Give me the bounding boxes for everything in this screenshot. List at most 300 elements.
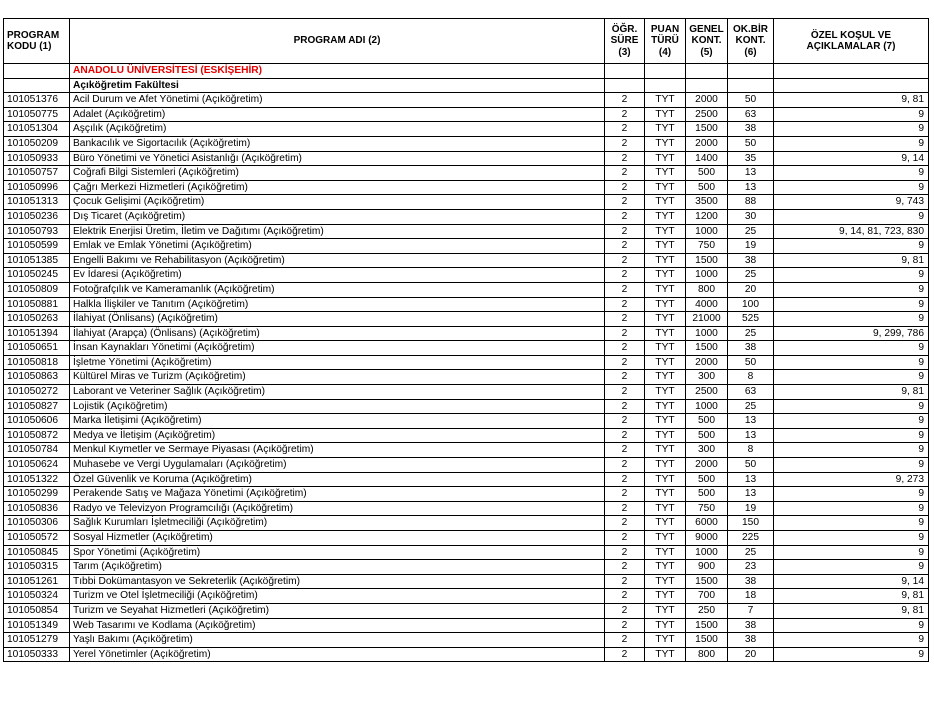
program-code: 101050333: [4, 647, 70, 662]
header-score-type: [645, 19, 686, 64]
university-cell: [686, 64, 728, 79]
program-code: 101050793: [4, 224, 70, 239]
score-type-cell: TYT: [645, 136, 686, 151]
duration-cell: 2: [605, 341, 645, 356]
program-code: 101050933: [4, 151, 70, 166]
duration-cell: 2: [605, 560, 645, 575]
faculty-name: Açıköğretim Fakültesi: [70, 78, 605, 93]
ob-quota-cell: 225: [728, 531, 774, 546]
program-name: Aşçılık (Açıköğretim): [70, 122, 605, 137]
duration-cell: 2: [605, 151, 645, 166]
program-code: 101050245: [4, 268, 70, 283]
ob-quota-cell: 13: [728, 428, 774, 443]
program-code: 101050272: [4, 385, 70, 400]
duration-cell: 2: [605, 531, 645, 546]
program-name: Yaşlı Bakımı (Açıköğretim): [70, 633, 605, 648]
score-type-cell: TYT: [645, 180, 686, 195]
program-name: İnsan Kaynakları Yönetimi (Açıköğretim): [70, 341, 605, 356]
program-name: Turizm ve Seyahat Hizmetleri (Açıköğretim): [70, 603, 605, 618]
score-type-cell: TYT: [645, 224, 686, 239]
university-cell: [605, 64, 645, 79]
score-type-cell: TYT: [645, 107, 686, 122]
score-type-cell: TYT: [645, 209, 686, 224]
table-row: [4, 107, 929, 122]
program-name: Kültürel Miras ve Turizm (Açıköğretim): [70, 370, 605, 385]
duration-cell: 2: [605, 618, 645, 633]
program-code: 101050809: [4, 282, 70, 297]
general-quota-cell: 250: [686, 603, 728, 618]
faculty-code-cell: [4, 78, 70, 93]
program-name: Spor Yönetimi (Açıköğretim): [70, 545, 605, 560]
program-name: Adalet (Açıköğretim): [70, 107, 605, 122]
table-row: [4, 516, 929, 531]
header-duration-line2: SÜRE: [610, 35, 639, 47]
program-name: Turizm ve Otel İşletmeciliği (Açıköğretim): [70, 589, 605, 604]
program-code: 101050599: [4, 239, 70, 254]
program-name: Çağrı Merkezi Hizmetleri (Açıköğretim): [70, 180, 605, 195]
score-type-cell: TYT: [645, 326, 686, 341]
header-duration-line1: ÖĞR.: [611, 23, 638, 35]
header-program-code: [4, 19, 70, 64]
notes-cell: 9, 743: [774, 195, 929, 210]
duration-cell: 2: [605, 428, 645, 443]
score-type-cell: TYT: [645, 472, 686, 487]
university-code-cell: [4, 64, 70, 79]
ob-quota-cell: 525: [728, 312, 774, 327]
notes-cell: 9, 14: [774, 151, 929, 166]
ob-quota-cell: 13: [728, 180, 774, 195]
score-type-cell: TYT: [645, 633, 686, 648]
header-score-line3: (4): [658, 46, 672, 58]
ob-quota-cell: 150: [728, 516, 774, 531]
table-row: [4, 531, 929, 546]
notes-cell: 9: [774, 414, 929, 429]
table-row: [4, 355, 929, 370]
header-notes-line1: ÖZEL KOŞUL VE: [810, 29, 892, 41]
header-ob-line1: OK.BİR: [733, 23, 768, 35]
ob-quota-cell: 13: [728, 487, 774, 502]
duration-cell: 2: [605, 633, 645, 648]
notes-cell: 9: [774, 209, 929, 224]
table-row: [4, 341, 929, 356]
faculty-cell: [605, 78, 645, 93]
duration-cell: 2: [605, 268, 645, 283]
table-row: [4, 136, 929, 151]
table-row: [4, 633, 929, 648]
ob-quota-cell: 30: [728, 209, 774, 224]
program-code: 101051279: [4, 633, 70, 648]
ob-quota-cell: 38: [728, 253, 774, 268]
table-row: [4, 472, 929, 487]
general-quota-cell: 1500: [686, 618, 728, 633]
university-cell: [645, 64, 686, 79]
notes-cell: 9: [774, 180, 929, 195]
ob-quota-cell: 50: [728, 355, 774, 370]
ob-quota-cell: 88: [728, 195, 774, 210]
header-quota-line3: (5): [700, 46, 713, 58]
table-row: [4, 487, 929, 502]
table-row: [4, 603, 929, 618]
program-code: 101051349: [4, 618, 70, 633]
notes-cell: 9: [774, 647, 929, 662]
score-type-cell: TYT: [645, 166, 686, 181]
table-row: [4, 166, 929, 181]
duration-cell: 2: [605, 326, 645, 341]
ob-quota-cell: 8: [728, 443, 774, 458]
notes-cell: 9, 14: [774, 574, 929, 589]
notes-cell: 9: [774, 136, 929, 151]
notes-cell: 9: [774, 633, 929, 648]
notes-cell: 9, 299, 786: [774, 326, 929, 341]
program-code: 101050818: [4, 355, 70, 370]
program-name: Laborant ve Veteriner Sağlık (Açıköğretim): [70, 385, 605, 400]
notes-cell: 9: [774, 443, 929, 458]
ob-quota-cell: 38: [728, 618, 774, 633]
notes-cell: 9: [774, 618, 929, 633]
program-code: 101050624: [4, 458, 70, 473]
program-code: 101050306: [4, 516, 70, 531]
header-code-line2: KODU (1): [7, 41, 52, 52]
program-code: 101050881: [4, 297, 70, 312]
table-row: [4, 282, 929, 297]
general-quota-cell: 1200: [686, 209, 728, 224]
score-type-cell: TYT: [645, 385, 686, 400]
notes-cell: 9: [774, 268, 929, 283]
general-quota-cell: 1000: [686, 268, 728, 283]
program-name: İlahiyat (Önlisans) (Açıköğretim): [70, 312, 605, 327]
notes-cell: 9: [774, 545, 929, 560]
ob-quota-cell: 20: [728, 647, 774, 662]
header-duration: [605, 19, 645, 64]
score-type-cell: TYT: [645, 341, 686, 356]
faculty-cell: [728, 78, 774, 93]
program-code: 101050757: [4, 166, 70, 181]
program-name: Ev İdaresi (Açıköğretim): [70, 268, 605, 283]
table-row: [4, 647, 929, 662]
notes-cell: 9: [774, 487, 929, 502]
header-notes-line2: AÇIKLAMALAR (7): [806, 41, 896, 52]
general-quota-cell: 500: [686, 428, 728, 443]
header-quota-line1: GENEL: [689, 23, 724, 35]
general-quota-cell: 1000: [686, 399, 728, 414]
general-quota-cell: 4000: [686, 297, 728, 312]
program-code: 101050606: [4, 414, 70, 429]
ob-quota-cell: 13: [728, 414, 774, 429]
ob-quota-cell: 63: [728, 385, 774, 400]
score-type-cell: TYT: [645, 428, 686, 443]
program-name: Radyo ve Televizyon Programcılığı (Açıköğretim): [70, 501, 605, 516]
duration-cell: 2: [605, 370, 645, 385]
duration-cell: 2: [605, 93, 645, 108]
general-quota-cell: 800: [686, 282, 728, 297]
score-type-cell: TYT: [645, 618, 686, 633]
faculty-row: [4, 78, 929, 93]
notes-cell: 9: [774, 312, 929, 327]
general-quota-cell: 2000: [686, 355, 728, 370]
ob-quota-cell: 8: [728, 370, 774, 385]
notes-cell: 9, 81: [774, 253, 929, 268]
university-cell: [728, 64, 774, 79]
table-row: [4, 560, 929, 575]
faculty-cell: [774, 78, 929, 93]
program-name: Engelli Bakımı ve Rehabilitasyon (Açıköğretim): [70, 253, 605, 268]
header-row: [4, 19, 929, 64]
notes-cell: 9: [774, 560, 929, 575]
duration-cell: 2: [605, 166, 645, 181]
table-row: [4, 385, 929, 400]
program-name: İşletme Yönetimi (Açıköğretim): [70, 355, 605, 370]
ob-quota-cell: 100: [728, 297, 774, 312]
program-code: 101050263: [4, 312, 70, 327]
table-row: [4, 151, 929, 166]
program-name: İlahiyat (Arapça) (Önlisans) (Açıköğretim): [70, 326, 605, 341]
program-code: 101050872: [4, 428, 70, 443]
ob-quota-cell: 20: [728, 282, 774, 297]
ob-quota-cell: 25: [728, 224, 774, 239]
duration-cell: 2: [605, 545, 645, 560]
program-name: Perakende Satış ve Mağaza Yönetimi (Açıköğretim): [70, 487, 605, 502]
duration-cell: 2: [605, 501, 645, 516]
notes-cell: 9, 81: [774, 385, 929, 400]
duration-cell: 2: [605, 122, 645, 137]
table-row: [4, 370, 929, 385]
table-row: [4, 574, 929, 589]
table-row: [4, 399, 929, 414]
header-score-line2: TÜRÜ: [651, 35, 679, 47]
score-type-cell: TYT: [645, 399, 686, 414]
program-code: 101051304: [4, 122, 70, 137]
table-row: [4, 268, 929, 283]
score-type-cell: TYT: [645, 603, 686, 618]
general-quota-cell: 750: [686, 501, 728, 516]
ob-quota-cell: 23: [728, 560, 774, 575]
header-ob-quota: [728, 19, 774, 64]
ob-quota-cell: 13: [728, 472, 774, 487]
program-name: Tıbbi Dokümantasyon ve Sekreterlik (Açıköğretim): [70, 574, 605, 589]
notes-cell: 9, 81: [774, 603, 929, 618]
program-name: Özel Güvenlik ve Koruma (Açıköğretim): [70, 472, 605, 487]
faculty-cell: [686, 78, 728, 93]
program-code: 101050324: [4, 589, 70, 604]
score-type-cell: TYT: [645, 268, 686, 283]
duration-cell: 2: [605, 312, 645, 327]
notes-cell: 9: [774, 355, 929, 370]
ob-quota-cell: 38: [728, 122, 774, 137]
program-name: Emlak ve Emlak Yönetimi (Açıköğretim): [70, 239, 605, 254]
notes-cell: 9: [774, 399, 929, 414]
header-notes: [774, 19, 929, 64]
duration-cell: 2: [605, 195, 645, 210]
general-quota-cell: 900: [686, 560, 728, 575]
program-name: Büro Yönetimi ve Yönetici Asistanlığı (Açıköğretim): [70, 151, 605, 166]
ob-quota-cell: 13: [728, 166, 774, 181]
score-type-cell: TYT: [645, 647, 686, 662]
ob-quota-cell: 25: [728, 399, 774, 414]
table-row: [4, 122, 929, 137]
program-name: Medya ve İletişim (Açıköğretim): [70, 428, 605, 443]
general-quota-cell: 2000: [686, 93, 728, 108]
program-code: 101051394: [4, 326, 70, 341]
duration-cell: 2: [605, 239, 645, 254]
program-table-wrapper: [3, 18, 929, 662]
score-type-cell: TYT: [645, 312, 686, 327]
general-quota-cell: 500: [686, 487, 728, 502]
header-ob-line3: (6): [744, 46, 757, 58]
general-quota-cell: 1500: [686, 341, 728, 356]
notes-cell: 9: [774, 107, 929, 122]
duration-cell: 2: [605, 399, 645, 414]
program-code: 101050827: [4, 399, 70, 414]
notes-cell: 9, 81: [774, 589, 929, 604]
score-type-cell: TYT: [645, 487, 686, 502]
score-type-cell: TYT: [645, 560, 686, 575]
general-quota-cell: 1500: [686, 574, 728, 589]
score-type-cell: TYT: [645, 516, 686, 531]
ob-quota-cell: 38: [728, 574, 774, 589]
program-name: Marka İletişimi (Açıköğretim): [70, 414, 605, 429]
program-name: Sosyal Hizmetler (Açıköğretim): [70, 531, 605, 546]
table-row: [4, 312, 929, 327]
duration-cell: 2: [605, 209, 645, 224]
ob-quota-cell: 50: [728, 93, 774, 108]
general-quota-cell: 6000: [686, 516, 728, 531]
table-row: [4, 297, 929, 312]
duration-cell: 2: [605, 443, 645, 458]
duration-cell: 2: [605, 253, 645, 268]
table-row: [4, 428, 929, 443]
header-program-name: PROGRAM ADI (2): [70, 19, 605, 64]
general-quota-cell: 500: [686, 414, 728, 429]
general-quota-cell: 500: [686, 180, 728, 195]
header-general-quota: [686, 19, 728, 64]
duration-cell: 2: [605, 516, 645, 531]
program-code: 101050784: [4, 443, 70, 458]
general-quota-cell: 1000: [686, 224, 728, 239]
notes-cell: 9, 81: [774, 93, 929, 108]
general-quota-cell: 3500: [686, 195, 728, 210]
program-name: Dış Ticaret (Açıköğretim): [70, 209, 605, 224]
program-code: 101050996: [4, 180, 70, 195]
ob-quota-cell: 63: [728, 107, 774, 122]
table-row: [4, 239, 929, 254]
program-code: 101050236: [4, 209, 70, 224]
ob-quota-cell: 38: [728, 633, 774, 648]
general-quota-cell: 2500: [686, 107, 728, 122]
ob-quota-cell: 25: [728, 545, 774, 560]
duration-cell: 2: [605, 355, 645, 370]
header-ob-line2: KONT.: [735, 35, 766, 47]
faculty-cell: [645, 78, 686, 93]
duration-cell: 2: [605, 282, 645, 297]
table-row: [4, 180, 929, 195]
score-type-cell: TYT: [645, 501, 686, 516]
score-type-cell: TYT: [645, 93, 686, 108]
program-code: 101051385: [4, 253, 70, 268]
program-code: 101050209: [4, 136, 70, 151]
header-duration-line3: (3): [618, 46, 631, 58]
duration-cell: 2: [605, 414, 645, 429]
program-code: 101050854: [4, 603, 70, 618]
table-row: [4, 618, 929, 633]
notes-cell: 9, 273: [774, 472, 929, 487]
score-type-cell: TYT: [645, 458, 686, 473]
score-type-cell: TYT: [645, 239, 686, 254]
notes-cell: 9: [774, 458, 929, 473]
duration-cell: 2: [605, 472, 645, 487]
duration-cell: 2: [605, 180, 645, 195]
ob-quota-cell: 19: [728, 501, 774, 516]
program-name: Fotoğrafçılık ve Kameramanlık (Açıköğretim): [70, 282, 605, 297]
notes-cell: 9: [774, 501, 929, 516]
table-row: [4, 195, 929, 210]
program-code: 101051376: [4, 93, 70, 108]
duration-cell: 2: [605, 385, 645, 400]
ob-quota-cell: 19: [728, 239, 774, 254]
notes-cell: 9: [774, 166, 929, 181]
general-quota-cell: 1000: [686, 545, 728, 560]
program-name: Coğrafi Bilgi Sistemleri (Açıköğretim): [70, 166, 605, 181]
notes-cell: 9: [774, 428, 929, 443]
program-name: Sağlık Kurumları İşletmeciliği (Açıköğretim): [70, 516, 605, 531]
duration-cell: 2: [605, 297, 645, 312]
university-name: ANADOLU ÜNİVERSİTESİ (ESKİŞEHİR): [70, 64, 605, 79]
notes-cell: 9: [774, 239, 929, 254]
table-row: [4, 443, 929, 458]
general-quota-cell: 9000: [686, 531, 728, 546]
table-row: [4, 224, 929, 239]
program-name: Bankacılık ve Sigortacılık (Açıköğretim): [70, 136, 605, 151]
score-type-cell: TYT: [645, 370, 686, 385]
score-type-cell: TYT: [645, 122, 686, 137]
general-quota-cell: 300: [686, 443, 728, 458]
program-name: Elektrik Enerjisi Üretim, İletim ve Dağıtımı (Açıköğretim): [70, 224, 605, 239]
table-row: [4, 209, 929, 224]
program-code: 101050315: [4, 560, 70, 575]
ob-quota-cell: 38: [728, 341, 774, 356]
program-name: Tarım (Açıköğretim): [70, 560, 605, 575]
general-quota-cell: 800: [686, 647, 728, 662]
duration-cell: 2: [605, 458, 645, 473]
general-quota-cell: 500: [686, 472, 728, 487]
general-quota-cell: 1500: [686, 253, 728, 268]
program-code: 101050863: [4, 370, 70, 385]
notes-cell: 9: [774, 531, 929, 546]
general-quota-cell: 2000: [686, 136, 728, 151]
score-type-cell: TYT: [645, 443, 686, 458]
table-row: [4, 501, 929, 516]
program-name: Yerel Yönetimler (Açıköğretim): [70, 647, 605, 662]
table-row: [4, 326, 929, 341]
university-cell: [774, 64, 929, 79]
duration-cell: 2: [605, 107, 645, 122]
notes-cell: 9: [774, 297, 929, 312]
duration-cell: 2: [605, 647, 645, 662]
program-table: [3, 18, 929, 662]
program-code: 101051313: [4, 195, 70, 210]
score-type-cell: TYT: [645, 531, 686, 546]
table-row: [4, 545, 929, 560]
general-quota-cell: 1500: [686, 633, 728, 648]
general-quota-cell: 2000: [686, 458, 728, 473]
program-name: Çocuk Gelişimi (Açıköğretim): [70, 195, 605, 210]
table-row: [4, 253, 929, 268]
general-quota-cell: 1400: [686, 151, 728, 166]
general-quota-cell: 300: [686, 370, 728, 385]
general-quota-cell: 2500: [686, 385, 728, 400]
score-type-cell: TYT: [645, 195, 686, 210]
table-row: [4, 93, 929, 108]
program-name: Acil Durum ve Afet Yönetimi (Açıköğretim): [70, 93, 605, 108]
